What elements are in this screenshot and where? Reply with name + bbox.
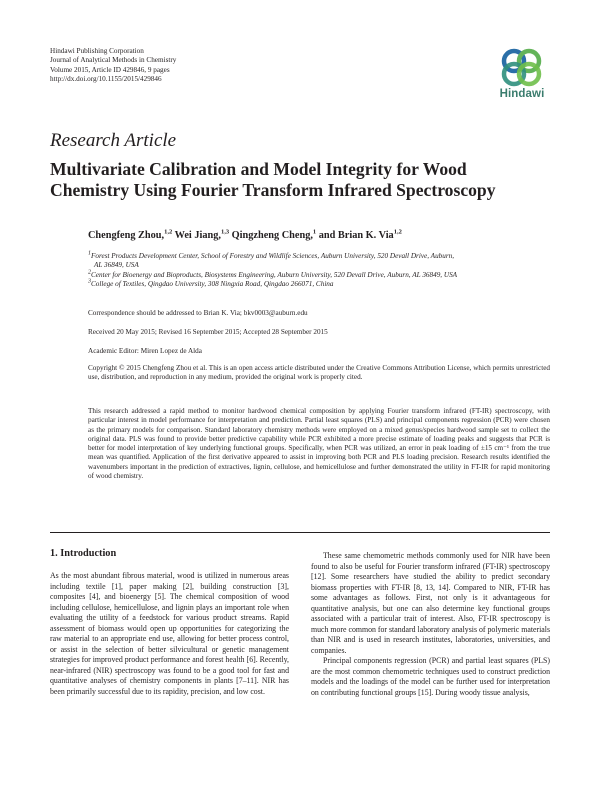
affiliation: [88, 252, 550, 271]
abstract: This research addressed a rapid method to monitor hardwood chemical composition by applying Fourier transform infrared (FT-IR) spectroscopy, with particular interest in model performance for interpretation and prediction. Partial least squares (PLS) and principal components regression (PCR) were chosen as the primary models for comparison. Standard laboratory chemistry methods were employed on a mixed genus/species hardwood sample set to collect the original data. PLS was found to provide better predictive capability while PCR exhibited a more precise estimate of loading peaks and suggests that PCR is better for model interpretation of key underlying functional groups. Specifically, when PCR was utilized, an error in peak loading of ±15 cm⁻¹ from the true mean was quantified. Application of the first derivative appeared to assist in improving both PCR and PLS loading precision. Research results identified the wavenumbers important in the prediction of extractives, lignin, cellulose, and hemicellulose and further demonstrated the utility in FT-IR for rapid monitoring of wood chemistry.: [88, 407, 550, 481]
author-name: and Brian K. Via: [318, 230, 394, 241]
journal-header: [50, 47, 176, 84]
affiliation-number: 3: [88, 278, 91, 285]
author-affiliation-sup: 1,3: [220, 228, 230, 236]
publication-dates: Received 20 May 2015; Revised 16 September 2015; Accepted 28 September 2015: [88, 328, 328, 336]
article-type: Research Article: [50, 130, 177, 151]
hindawi-logo: [494, 46, 550, 106]
affiliation-number: 1: [88, 250, 91, 257]
author-affiliation-sup: 1: [312, 228, 317, 236]
affiliation-list: [88, 252, 550, 289]
hindawi-logo-text: Hindawi: [499, 88, 545, 100]
affiliation-number: 2: [88, 269, 91, 276]
author-affiliation-sup: 1,2: [393, 228, 402, 236]
affiliation-text: College of Textiles, Qingdao University, 308 Ningxia Road, Qingdao 266071, China: [91, 279, 334, 288]
affiliation-text: Center for Bioenergy and Bioproducts, Biosystems Engineering, Auburn University, 520 Devall Drive, Auburn, AL 36849, USA: [91, 270, 458, 279]
academic-editor: Academic Editor: Miren Lopez de Alda: [88, 347, 202, 355]
section-heading: 1. Introduction: [50, 548, 117, 559]
body-paragraph: Principal components regression (PCR) and partial least squares (PLS) are the most common chemometric techniques used to construct prediction models and the loadings of the model can be further used for interpretation on contributing functional groups [15]. During woody tissue analysis,: [311, 656, 550, 697]
body-column-right: [311, 551, 550, 698]
author-affiliation-sup: 1,2: [164, 228, 173, 236]
copyright-notice: Copyright © 2015 Chengfeng Zhou et al. This is an open access article distributed under the Creative Commons Attribution License, which permits unrestricted use, distribution, and reproduction in any medium, provided the original work is properly cited.: [88, 364, 550, 382]
article-title: Multivariate Calibration and Model Integrity for Wood Chemistry Using Fourier Transform Infrared Spectroscopy: [50, 159, 496, 200]
affiliation: [88, 271, 550, 280]
section-divider: [50, 532, 550, 533]
correspondence: Correspondence should be addressed to Brian K. Via; bkv0003@auburn.edu: [88, 309, 308, 317]
body-column-left: [50, 571, 289, 697]
body-paragraph: These same chemometric methods commonly used for NIR have been found to also be useful for Fourier transform infrared (FT-IR) spectroscopy [12]. Some researchers have studied the ability to predict secondary biomass properties with FT-IR [8, 13, 14]. Compared to NIR, FT-IR has some advantages as follows. First, not only is it advantageous for quantitative analysis, but one can also determine key functional groups associated with a particular trait of interest. Also, FT-IR spectroscopy is much more common for standard laboratory analysis of polymeric materials than NIR and is used in research institutes, laboratories, universities, and companies.: [311, 551, 550, 655]
header-volume: Volume 2015, Article ID 429846, 9 pages: [50, 65, 170, 74]
affiliation: [88, 280, 550, 289]
body-paragraph: As the most abundant fibrous material, wood is utilized in numerous areas including textile [1], paper making [2], building construction [3], composites [4], and bioenergy [5]. The chemical composition of wood including cellulose, hemicellulose, and lignin plays an important role when evaluating the utility of a feedstock for various product streams. Rapid assessment of biomass would open up opportunities for categorizing the raw material to an appropriate end use, allowing for better process control, or assist in the selection of better silvicultural or genetic management strategies for improved product performance and forest health [6]. Recently, near-infrared (NIR) spectroscopy was found to be a good tool for fast and quantitative analyses of chemistry components in plants [7–11]. NIR has been primarily successful due to its rapidity, precision, and low cost.: [50, 571, 289, 696]
hindawi-logo-icon: [494, 46, 550, 88]
author-name: Chengfeng Zhou,: [88, 230, 165, 241]
author-name: Wei Jiang,: [174, 230, 221, 241]
affiliation-text-cont: AL 36849, USA: [94, 261, 139, 270]
author-list: [88, 230, 402, 241]
author-name: Qingzheng Cheng,: [231, 230, 313, 241]
affiliation-text: Forest Products Development Center, School of Forestry and Wildlife Sciences, Auburn University, 520 Devall Drive, Auburn,: [91, 252, 455, 260]
header-publisher: Hindawi Publishing Corporation: [50, 47, 144, 55]
header-journal: Journal of Analytical Methods in Chemistry: [50, 56, 177, 65]
header-doi-link[interactable]: http://dx.doi.org/10.1155/2015/429846: [50, 74, 162, 83]
